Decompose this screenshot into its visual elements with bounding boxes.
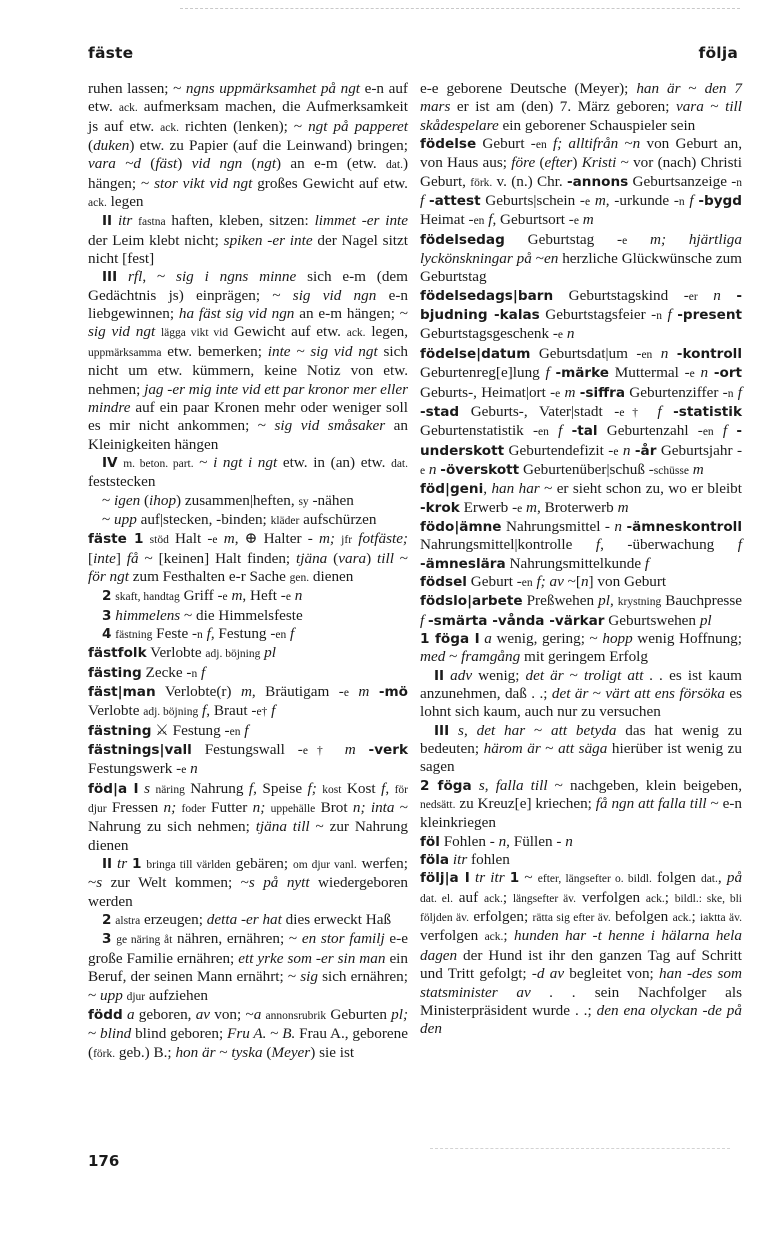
dictionary-entry: fäst|man Verlobte(r) m, Bräutigam -e m -mö Verlobte adj. böjning f, Braut -e† f [88,683,408,720]
entry-subsense: ~ upp auf|stecken, -binden; kläder aufschürzen [102,510,377,528]
entry-subsense: 2 alstra erzeugen; detta -er hat dies erweckt Haß [102,911,392,929]
dictionary-entry: födelse Geburt -en f; alltifrån ~n von Geburt an, von Haus aus; före (efter) Kristi ~ vor (nach) Christi Geburt, förk. v. (n.) Chr. -annons Geburtsanzeige -n f -attest Geburts|schein -e m, -urkunde -n f -bygd Heimat -en f, Geburtsort -e m [420,135,743,229]
dictionary-entry: föd|a I s näring Nahrung f, Speise f; kost Kost f, för djur Fressen n; foder Futter n; uppehälle Brot n; inta ~ Nahrung zu sich nehmen; tjäna till ~ zur Nahrung dienen [88,779,409,854]
dictionary-entry: fästing Zecke -n f [88,663,206,681]
dictionary-entry: födsel Geburt -en f; av ~[n] von Geburt [420,572,667,590]
running-head-left: fäste [88,44,134,62]
dictionary-entry: ruhen lassen; ~ ngns uppmärksamhet på ngt e-n auf etw. ack. aufmerksam machen, die Aufmerksamkeit js auf etw. ack. richten (lenken); ~ ngt på papperet (duken) etw. zu Papier (auf die Leinwand) bringen; vara ~d (fäst) vid ngn (ngt) an e-m (etw. dat.) hängen; ~ stor vikt vid ngt großes Gewicht auf etw. ack. legen [88,80,409,211]
left-column [88,80,408,1063]
entry-subsense: II tr 1 bringa till världen gebären; om djur vanl. werfen; ~s zur Welt kommen; ~s på nytt wiedergeboren werden [88,855,408,910]
dictionary-entry: födslo|arbete Preßwehen pl, krystning Bauchpresse f -smärta -vånda -värkar Geburtswehen pl [420,592,742,629]
dictionary-entry: fästnings|vall Festungswall -e† m -verk Festungswerk -e n [88,741,409,778]
entry-subsense: II itr fastna haften, kleben, sitzen: limmet -er inte der Leim klebt nicht; spiken -er inte der Nagel sitzt nicht [fest] [88,212,409,268]
scan-edge-line [180,8,740,9]
dictionary-entry: fästning ⚔ Festung -en f [88,721,249,739]
dictionary-entry: 1 föga I a wenig, gering; ~ hopp wenig Hoffnung; med ~ framgång mit geringem Erfolg [420,629,742,666]
dictionary-entry: e-e geborene Deutsche (Meyer); han är ~ den 7 mars er ist am (den) 7. März geboren; vara ~ till skådespelare ein geborener Schauspieler sein [420,80,742,134]
dictionary-entry: födo|ämne Nahrungsmittel - n -ämneskontroll Nahrungsmittel|kontrolle f, -überwachung f -ämneslära Nahrungsmittelkunde f [420,517,742,572]
page-number: 176 [88,1152,120,1170]
dictionary-entry: fäste 1 stöd Halt -e m, ⊕ Halter - m; jfr fotfäste; [inte] få ~ [keinen] Halt finden; tjäna (vara) till ~ för ngt zum Festhalten e-r Sache gen. dienen [88,530,409,585]
entry-subsense: II adv wenig; det är ~ troligt att . . es ist kaum anzunehmen, daß . .; det är ~ värt att ens försöka es lohnt sich kaum, auch nur zu versuchen [420,666,742,721]
dictionary-entry: födelsedag Geburtstag -e m; hjärtliga lyckönskningar på ~en herzliche Glückwünsche zum Geburtstag [420,230,743,286]
dictionary-entry: följ|a I tr itr 1 ~ efter, längsefter o. bildl. folgen dat., på dat. el. auf ack.; längsefter äv. verfolgen ack.; bildl.: ske, bli följden äv. erfolgen; rätta sig efter äv. befolgen ack.; iaktta äv. verfolgen ack.; hunden har -t henne i hälarna hela dagen der Hund ist ihr den ganzen Tag auf Schritt und Tritt gefolgt; -d av begleitet von; han -des som statsminister av . . sein Nachfolger als Ministerpräsident wurde . .; den ena olyckan -de på den [420,869,743,1038]
dictionary-entry: föl Fohlen - n, Füllen - n [420,832,573,850]
entry-subsense: III s, det har ~ att betyda das hat wenig zu bedeuten; härom är ~ att säga hierüber ist wenig zu sagen [420,721,743,776]
entry-subsense: 4 fästning Feste -n f, Festung -en f [102,624,295,642]
dictionary-entry: född a geboren, av von; ~a annonsrubrik Geburten pl; ~ blind blind geboren; Fru A. ~ B. Frau A., geborene (förk. geb.) B.; hon är ~ tyska (Meyer) sie ist [88,1005,409,1061]
entry-subsense: 3 himmelens ~ die Himmelsfeste [102,606,303,624]
scan-edge-line-bottom [430,1148,730,1149]
dictionary-entry: föd|geni, han har ~ er sieht schon zu, wo er bleibt -krok Erwerb -e m, Broterwerb m [420,480,742,516]
entry-subsense: 2 skaft, handtag Griff -e m, Heft -e n [102,587,303,605]
dictionary-entry: 2 föga s, falla till ~ nachgeben, klein beigeben, nedsätt. zu Kreuz[e] kriechen; få ngn att falla till ~ e-n kleinkriegen [420,776,743,832]
dictionary-entry: födelsedags|barn Geburtstagskind -er n -bjudning -kalas Geburtstagsfeier -n f -present Geburtstagsgeschenk -e n [420,286,743,343]
dictionary-entry: födelse|datum Geburtsdat|um -en n -kontroll Geburtenreg[e]lung f -märke Muttermal -e n -ort Geburts-, Heimat|ort -e m -siffra Geburtenziffer -n f -stad Geburts-, Vater|stadt -e† f -statistik Geburtenstatistik -en f -tal Geburtenzahl -en f -underskott Geburtendefizit -e n -år Geburtsjahr -e n -överskott Geburtenüber|schuß -schüsse m [420,344,743,478]
dictionary-entry: fästfolk Verlobte adj. böjning pl [88,644,276,662]
entry-subsense: III rfl, ~ sig i ngns minne sich e-m (dem Gedächtnis js) einprägen; ~ sig vid ngn e-n liebgewinnen; ha fäst sig vid ngn an e-m hängen; ~ sig vid ngt lägga vikt vid Gewicht auf etw. ack. legen, uppmärksamma etw. bemerken; inte ~ sig vid ngt sich nicht um etw. kümmern, keine Notiz von etw. nehmen; jag -er mig inte vid ett par kronor mer eller mindre auf ein paar Kronen mehr oder weniger soll es mir nicht ankommen; ~ sig vid småsaker an Kleinigkeiten hängen [88,268,409,453]
dictionary-entry: föla itr fohlen [420,851,510,869]
running-head-right: följa [698,44,738,62]
entry-subsense: 3 ge näring åt nähren, ernähren; ~ en stor familj e-e große Familie ernähren; ett yrke som -er sin man ein Beruf, der seinen Mann ernährt; ~ sig sich ernähren; ~ upp djur aufziehen [88,930,408,1004]
entry-subsense: IV m. beton. part. ~ i ngt i ngt etw. in (an) etw. dat. feststecken [88,453,409,491]
right-column [420,80,742,1039]
entry-subsense: ~ igen (ihop) zusammen|heften, sy -nähen [102,491,354,509]
